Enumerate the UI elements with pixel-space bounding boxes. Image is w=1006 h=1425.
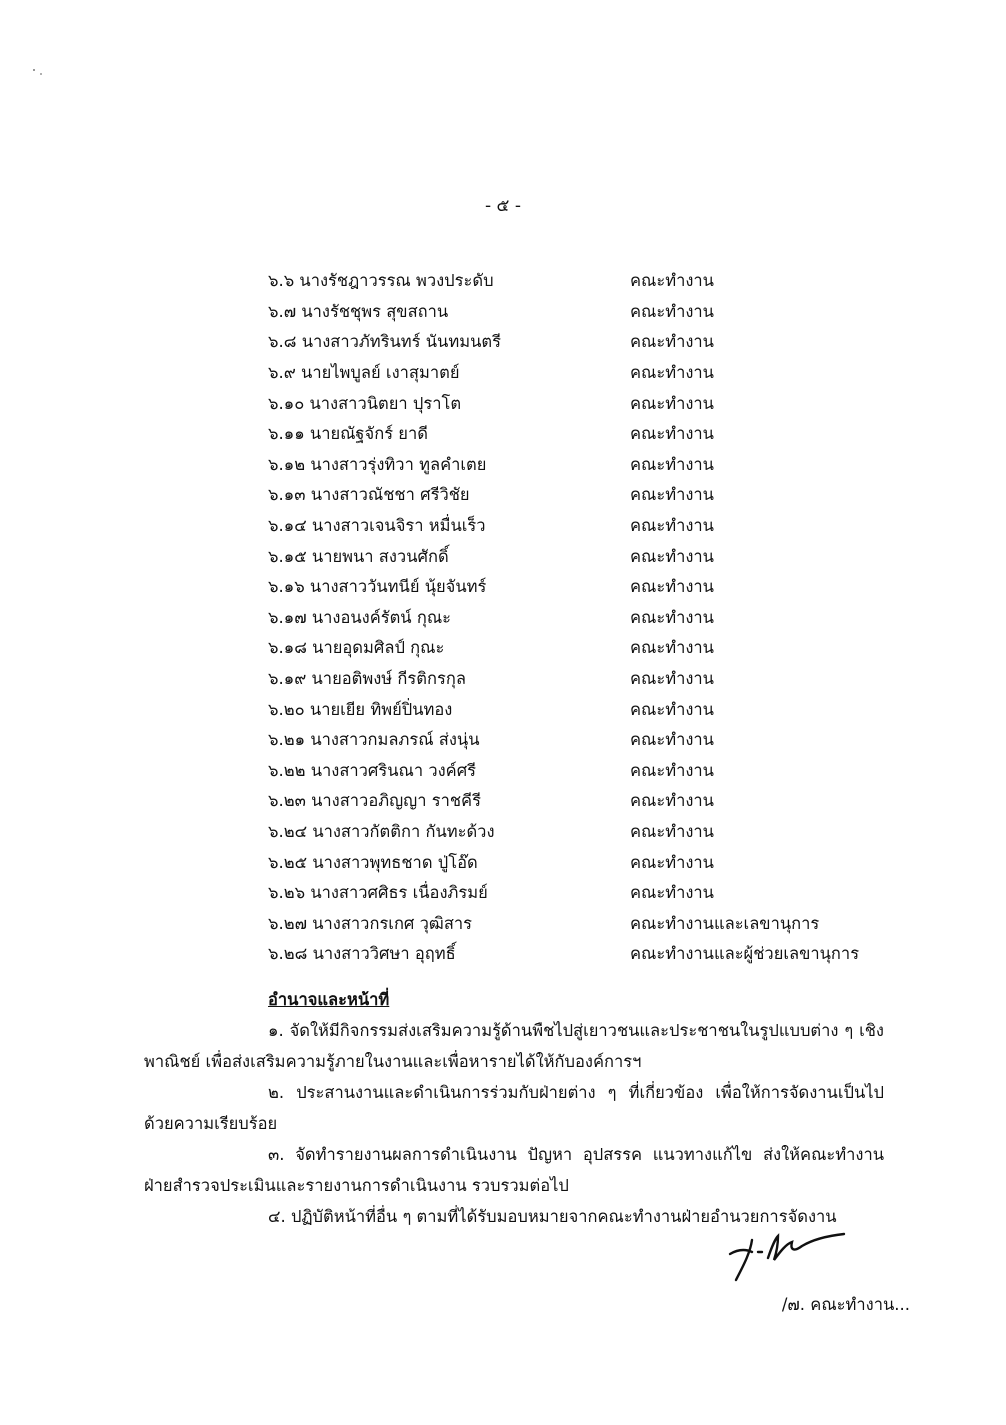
member-role: คณะทำงาน (630, 301, 714, 321)
member-role: คณะทำงาน (630, 332, 714, 352)
member-name: ๖.๑๙ นายอติพงษ์ กีรติกรกุล (268, 669, 466, 689)
member-name: ๖.๒๐ นายเยีย ทิพย์ปิ่นทอง (268, 699, 453, 719)
member-name: ๖.๑๐ นางสาวนิตยา ปุราโต (268, 393, 462, 413)
page-number: - ๕ - (485, 196, 521, 216)
member-name: ๖.๘ นางสาวภัทรินทร์ นันทมนตรี (268, 332, 501, 352)
handwritten-signature (728, 1228, 848, 1284)
member-name: ๖.๙ นายไพบูลย์ เงาสุมาตย์ (268, 363, 460, 383)
scan-speck (32, 68, 46, 76)
member-row (268, 572, 908, 603)
member-role: คณะทำงานและผู้ช่วยเลขานุการ (630, 944, 860, 964)
member-row (268, 603, 908, 634)
member-name: ๖.๑๑ นายณัฐจักร์ ยาดี (268, 424, 428, 444)
member-row (268, 694, 908, 725)
member-role: คณะทำงาน (630, 760, 714, 780)
member-name: ๖.๒๘ นางสาววิศษา อุฤทธิ์ (268, 944, 456, 964)
member-row (268, 511, 908, 542)
member-row (268, 450, 908, 481)
member-name: ๖.๖ นางรัชฎาวรรณ พวงประดับ (268, 271, 494, 291)
member-name: ๖.๒๓ นางสาวอภิญญา ราชคีรี (268, 791, 481, 811)
member-name: ๖.๑๒ นางสาวรุ่งทิวา ทูลคำเตย (268, 454, 487, 474)
member-role: คณะทำงาน (630, 424, 714, 444)
member-row (268, 817, 908, 848)
duty-item-3: ๓. จัดทำรายงานผลการดำเนินงาน ปัญหา อุปสรรค แนวทางแก้ไข ส่งให้คณะทำงานฝ่ายสำรวจประเมินและรายงานการดำเนินงาน รวบรวมต่อไป (144, 1145, 884, 1195)
member-role: คณะทำงาน (630, 883, 714, 903)
member-row (268, 664, 908, 695)
member-name: ๖.๑๗ นางอนงค์รัตน์ กุณะ (268, 607, 451, 627)
member-list (268, 266, 908, 970)
member-row (268, 939, 908, 970)
duty-item-1: ๑. จัดให้มีกิจกรรมส่งเสริมความรู้ด้านพืชไปสู่เยาวชนและประชาชนในรูปแบบต่าง ๆ เชิงพาณิชย์ เพื่อส่งเสริมความรู้ภายในงานและเพื่อหารายได้ให้กับองค์การฯ (144, 1021, 884, 1071)
member-name: ๖.๑๕ นายพนา สงวนศักดิ์ (268, 546, 449, 566)
duty-item-4: ๔. ปฏิบัติหน้าที่อื่น ๆ ตามที่ได้รับมอบหมายจากคณะทำงานฝ่ายอำนวยการจัดงาน (268, 1207, 837, 1226)
member-name: ๖.๒๖ นางสาวศศิธร เนื่องภิรมย์ (268, 883, 488, 903)
member-role: คณะทำงาน (630, 577, 714, 597)
duty-item-2: ๒. ประสานงานและดำเนินการร่วมกับฝ่ายต่าง ๆ ที่เกี่ยวข้อง เพื่อให้การจัดงานเป็นไปด้วยความเรียบร้อย (144, 1083, 884, 1133)
member-row (268, 297, 908, 328)
member-row (268, 419, 908, 450)
member-row (268, 480, 908, 511)
member-role: คณะทำงาน (630, 791, 714, 811)
member-role: คณะทำงาน (630, 454, 714, 474)
member-role: คณะทำงาน (630, 821, 714, 841)
member-role: คณะทำงาน (630, 730, 714, 750)
member-row (268, 878, 908, 909)
member-role: คณะทำงาน (630, 546, 714, 566)
member-name: ๖.๑๓ นางสาวณัชชา ศรีวิชัย (268, 485, 470, 505)
member-row (268, 633, 908, 664)
member-role: คณะทำงาน (630, 485, 714, 505)
member-row (268, 908, 908, 939)
member-name: ๖.๑๖ นางสาววันทนีย์ นุ้ยจันทร์ (268, 577, 487, 597)
member-role: คณะทำงาน (630, 393, 714, 413)
member-role: คณะทำงาน (630, 271, 714, 291)
next-page-reference: /๗. คณะทำงาน... (781, 1295, 910, 1314)
member-role: คณะทำงาน (630, 607, 714, 627)
member-row (268, 786, 908, 817)
member-row (268, 358, 908, 389)
member-role: คณะทำงาน (630, 852, 714, 872)
member-name: ๖.๑๘ นายอุดมศิลป์ กุณะ (268, 638, 445, 658)
member-role: คณะทำงาน (630, 669, 714, 689)
member-role: คณะทำงาน (630, 699, 714, 719)
member-role: คณะทำงาน (630, 516, 714, 536)
member-name: ๖.๒๑ นางสาวกมลภรณ์ ส่งนุ่น (268, 730, 480, 750)
member-row (268, 725, 908, 756)
member-row (268, 266, 908, 297)
duties-section (144, 984, 884, 1232)
member-name: ๖.๑๔ นางสาวเจนจิรา หมื่นเร็ว (268, 516, 486, 536)
member-name: ๖.๒๗ นางสาวกรเกศ วุฒิสาร (268, 913, 473, 933)
member-role: คณะทำงาน (630, 638, 714, 658)
member-name: ๖.๒๔ นางสาวกัตติกา กันทะด้วง (268, 821, 495, 841)
member-row (268, 847, 908, 878)
duties-title: อำนาจและหน้าที่ (268, 990, 390, 1009)
member-name: ๖.๒๕ นางสาวพุทธชาด ปู่โอ๊ด (268, 852, 478, 872)
member-role: คณะทำงาน (630, 363, 714, 383)
member-name: ๖.๒๒ นางสาวศรินณา วงค์ศรี (268, 760, 477, 780)
member-row (268, 388, 908, 419)
member-row (268, 541, 908, 572)
member-name: ๖.๗ นางรัชชุพร สุขสถาน (268, 301, 449, 321)
member-row (268, 756, 908, 787)
member-role: คณะทำงานและเลขานุการ (630, 913, 820, 933)
member-row (268, 327, 908, 358)
